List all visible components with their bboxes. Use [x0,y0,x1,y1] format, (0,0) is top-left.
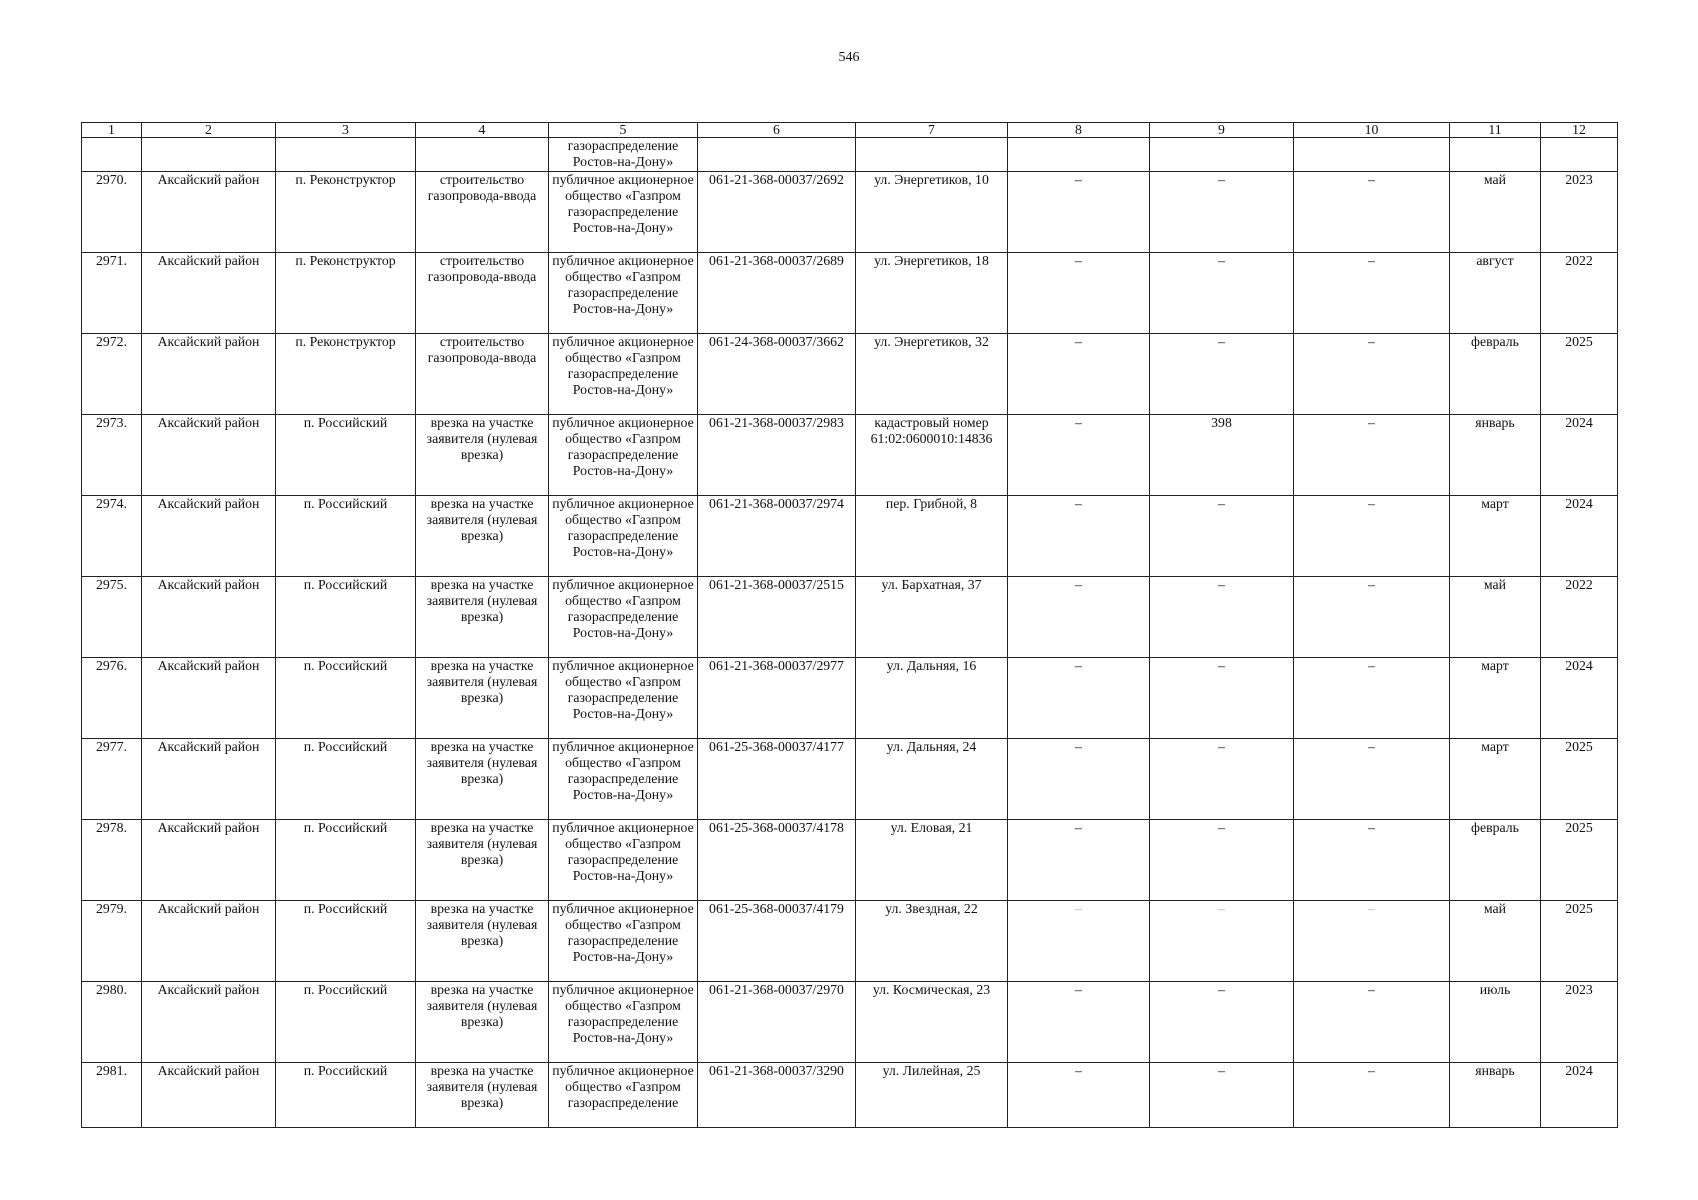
cell-district: Аксайский район [142,738,276,819]
cell-year: 2024 [1541,414,1618,495]
cell [1294,138,1450,172]
cell-col10: – [1294,900,1450,981]
table-row [82,819,1618,900]
cell-code: 061-25-368-00037/4177 [698,738,856,819]
cell-number: 2970. [82,171,142,252]
cell-month: май [1450,171,1541,252]
cell-work: врезка на участке заявителя (нулевая врезка) [416,900,549,981]
cell-col10: – [1294,981,1450,1062]
column-header: 6 [698,123,856,138]
cell-month: май [1450,900,1541,981]
cell-org: публичное акционерное общество «Газпром газораспределение Ростов-на-Дону» [549,981,698,1062]
cell-work: врезка на участке заявителя (нулевая врезка) [416,576,549,657]
cell-year: 2022 [1541,252,1618,333]
cell-district: Аксайский район [142,657,276,738]
cell-org: публичное акционерное общество «Газпром газораспределение [549,1062,698,1127]
cell-col10: – [1294,171,1450,252]
cell-year: 2024 [1541,495,1618,576]
cell-month: июль [1450,981,1541,1062]
cell-address: пер. Грибной, 8 [856,495,1008,576]
cell-code: 061-21-368-00037/3290 [698,1062,856,1127]
table-row [82,495,1618,576]
cell-number: 2977. [82,738,142,819]
cell-address: ул. Звездная, 22 [856,900,1008,981]
cell-month: февраль [1450,333,1541,414]
cell-col9: – [1150,1062,1294,1127]
cell [276,138,416,172]
cell-month: март [1450,657,1541,738]
cell-month: январь [1450,414,1541,495]
cell-col8: – [1008,414,1150,495]
cell-col9: – [1150,252,1294,333]
registry-table [81,122,1618,1128]
cell-col9: – [1150,819,1294,900]
cell-code: 061-24-368-00037/3662 [698,333,856,414]
column-header: 2 [142,123,276,138]
cell-code: 061-21-368-00037/2689 [698,252,856,333]
cell-year: 2025 [1541,333,1618,414]
table-row [82,171,1618,252]
table-row [82,252,1618,333]
cell-work: врезка на участке заявителя (нулевая врезка) [416,495,549,576]
cell-col10: – [1294,333,1450,414]
cell-year: 2022 [1541,576,1618,657]
cell-org: публичное акционерное общество «Газпром газораспределение Ростов-на-Дону» [549,819,698,900]
cell-year: 2023 [1541,981,1618,1062]
cell-col8: – [1008,495,1150,576]
cell-col10: – [1294,414,1450,495]
cell-locality: п. Российский [276,738,416,819]
cell-org: публичное акционерное общество «Газпром газораспределение Ростов-на-Дону» [549,576,698,657]
cell-code: 061-21-368-00037/2983 [698,414,856,495]
cell-month: май [1450,576,1541,657]
cell-col8: – [1008,576,1150,657]
cell-col8: – [1008,252,1150,333]
cell [698,138,856,172]
cell-org: публичное акционерное общество «Газпром газораспределение Ростов-на-Дону» [549,738,698,819]
cell [856,138,1008,172]
cell-number: 2972. [82,333,142,414]
cell-col8: – [1008,1062,1150,1127]
cell-address: ул. Энергетиков, 18 [856,252,1008,333]
cell-locality: п. Реконструктор [276,333,416,414]
cell-year: 2023 [1541,171,1618,252]
cell-district: Аксайский район [142,900,276,981]
cell-col10: – [1294,252,1450,333]
cell-number: 2973. [82,414,142,495]
cell-col8: – [1008,738,1150,819]
column-header: 7 [856,123,1008,138]
cell-number: 2976. [82,657,142,738]
cell-year: 2025 [1541,738,1618,819]
table-row [82,657,1618,738]
cell-org: публичное акционерное общество «Газпром газораспределение Ростов-на-Дону» [549,171,698,252]
cell-col8: – [1008,819,1150,900]
cell-locality: п. Российский [276,414,416,495]
cell-district: Аксайский район [142,495,276,576]
cell-work: врезка на участке заявителя (нулевая врезка) [416,981,549,1062]
cell-number: 2978. [82,819,142,900]
cell-district: Аксайский район [142,171,276,252]
table-row [82,576,1618,657]
cell-address: ул. Бархатная, 37 [856,576,1008,657]
cell-org: публичное акционерное общество «Газпром газораспределение Ростов-на-Дону» [549,252,698,333]
cell-col9: – [1150,576,1294,657]
column-header: 1 [82,123,142,138]
cell-locality: п. Российский [276,981,416,1062]
cell-district: Аксайский район [142,333,276,414]
table-row [82,414,1618,495]
cell-org: газораспределение Ростов-на-Дону» [549,138,698,172]
cell-org: публичное акционерное общество «Газпром газораспределение Ростов-на-Дону» [549,414,698,495]
cell-col10: – [1294,819,1450,900]
cell-year: 2024 [1541,657,1618,738]
cell-locality: п. Российский [276,819,416,900]
cell-district: Аксайский район [142,252,276,333]
cell-col9: – [1150,495,1294,576]
cell-month: февраль [1450,819,1541,900]
cell [82,138,142,172]
table-row [82,333,1618,414]
cell-org: публичное акционерное общество «Газпром газораспределение Ростов-на-Дону» [549,900,698,981]
column-header: 4 [416,123,549,138]
cell-district: Аксайский район [142,981,276,1062]
cell [1541,138,1618,172]
cell-org: публичное акционерное общество «Газпром газораспределение Ростов-на-Дону» [549,333,698,414]
cell-district: Аксайский район [142,414,276,495]
cell-address: ул. Дальняя, 16 [856,657,1008,738]
cell-col9: – [1150,171,1294,252]
cell-col8: – [1008,981,1150,1062]
cell-code: 061-21-368-00037/2977 [698,657,856,738]
cell-district: Аксайский район [142,1062,276,1127]
cell-month: январь [1450,1062,1541,1127]
cell-org: публичное акционерное общество «Газпром газораспределение Ростов-на-Дону» [549,657,698,738]
column-header: 3 [276,123,416,138]
cell-number: 2979. [82,900,142,981]
cell-locality: п. Российский [276,495,416,576]
cell-work: врезка на участке заявителя (нулевая врезка) [416,819,549,900]
cell-work: врезка на участке заявителя (нулевая врезка) [416,738,549,819]
cell-month: март [1450,495,1541,576]
cell-col9: – [1150,657,1294,738]
cell-code: 061-25-368-00037/4178 [698,819,856,900]
table-row [82,900,1618,981]
cell-work: врезка на участке заявителя (нулевая врезка) [416,1062,549,1127]
cell-col10: – [1294,738,1450,819]
cell-locality: п. Реконструктор [276,171,416,252]
cell-work: строительство газопровода-ввода [416,171,549,252]
cell-address: кадастровый номер 61:02:0600010:14836 [856,414,1008,495]
cell-number: 2974. [82,495,142,576]
cell-work: врезка на участке заявителя (нулевая врезка) [416,414,549,495]
cell-code: 061-21-368-00037/2692 [698,171,856,252]
cell-col9: – [1150,900,1294,981]
cell-address: ул. Космическая, 23 [856,981,1008,1062]
cell [1008,138,1150,172]
cell-col10: – [1294,495,1450,576]
page-number: 546 [838,50,860,65]
cell-locality: п. Российский [276,576,416,657]
cell-col8: – [1008,657,1150,738]
cell-col9: 398 [1150,414,1294,495]
column-header: 11 [1450,123,1541,138]
cell-year: 2025 [1541,900,1618,981]
cell-work: врезка на участке заявителя (нулевая врезка) [416,657,549,738]
cell-code: 061-21-368-00037/2515 [698,576,856,657]
cell-district: Аксайский район [142,576,276,657]
cell-district: Аксайский район [142,819,276,900]
cell-number: 2981. [82,1062,142,1127]
cell-locality: п. Российский [276,657,416,738]
cell-code: 061-25-368-00037/4179 [698,900,856,981]
cell-number: 2975. [82,576,142,657]
cell-address: ул. Еловая, 21 [856,819,1008,900]
cell-code: 061-21-368-00037/2970 [698,981,856,1062]
cell-address: ул. Энергетиков, 32 [856,333,1008,414]
column-header: 10 [1294,123,1450,138]
cell-address: ул. Энергетиков, 10 [856,171,1008,252]
column-header: 12 [1541,123,1618,138]
cell-col9: – [1150,738,1294,819]
cell-month: август [1450,252,1541,333]
cell-col9: – [1150,333,1294,414]
cell-number: 2980. [82,981,142,1062]
cell [1150,138,1294,172]
cell [416,138,549,172]
cell-number: 2971. [82,252,142,333]
cell [142,138,276,172]
cell-month: март [1450,738,1541,819]
cell-col8: – [1008,333,1150,414]
cell-col8: – [1008,171,1150,252]
continuation-row [82,138,1618,172]
cell-code: 061-21-368-00037/2974 [698,495,856,576]
column-header: 8 [1008,123,1150,138]
cell-locality: п. Российский [276,900,416,981]
cell-col8: – [1008,900,1150,981]
table-row [82,738,1618,819]
cell-work: строительство газопровода-ввода [416,333,549,414]
cell [1450,138,1541,172]
cell-year: 2025 [1541,819,1618,900]
cell-address: ул. Лилейная, 25 [856,1062,1008,1127]
cell-locality: п. Российский [276,1062,416,1127]
table-row [82,981,1618,1062]
cell-org: публичное акционерное общество «Газпром газораспределение Ростов-на-Дону» [549,495,698,576]
column-header: 9 [1150,123,1294,138]
cell-col10: – [1294,1062,1450,1127]
cell-locality: п. Реконструктор [276,252,416,333]
cell-col10: – [1294,657,1450,738]
column-header: 5 [549,123,698,138]
cell-address: ул. Дальняя, 24 [856,738,1008,819]
cell-col10: – [1294,576,1450,657]
cell-year: 2024 [1541,1062,1618,1127]
cell-col9: – [1150,981,1294,1062]
table-row [82,1062,1618,1127]
cell-work: строительство газопровода-ввода [416,252,549,333]
column-number-row [82,123,1618,138]
